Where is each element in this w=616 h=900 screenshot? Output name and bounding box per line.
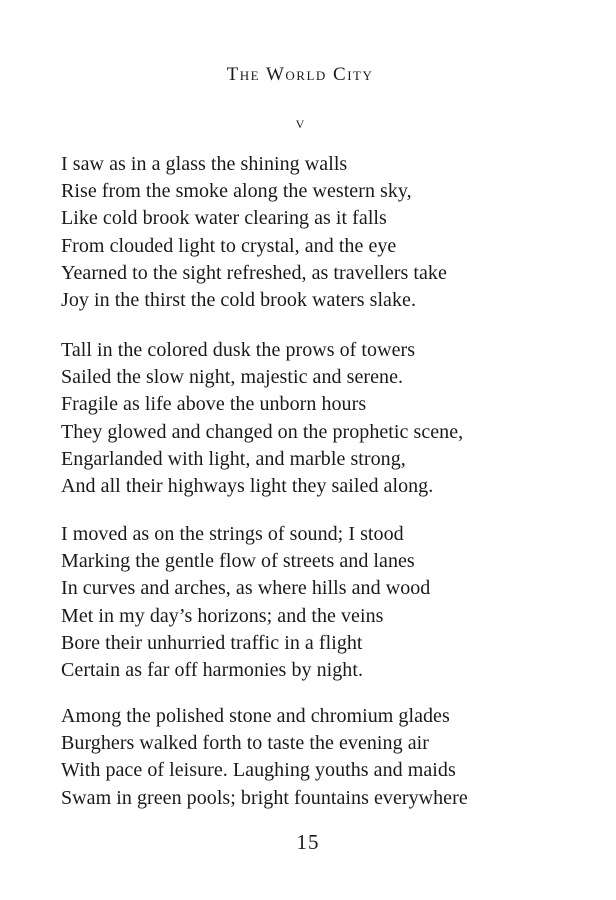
verse-line: Yearned to the sight refreshed, as travellers take	[61, 261, 447, 284]
verse-line: With pace of leisure. Laughing youths and maids	[61, 759, 456, 782]
verse-line: Certain as far off harmonies by night.	[61, 659, 364, 682]
poem-title: The World City	[226, 64, 374, 85]
verse-line: Fragile as life above the unborn hours	[61, 393, 367, 416]
verse-line: Tall in the colored dusk the prows of towers	[61, 339, 416, 361]
stanza-4	[61, 703, 468, 812]
verse-line: And all their highways light they sailed along.	[61, 475, 434, 498]
verse-line: Bore their unhurried traffic in a flight	[61, 631, 363, 654]
verse-line: Met in my day’s horizons; and the veins	[61, 604, 384, 627]
verse-line: Among the polished stone and chromium glades	[61, 705, 450, 727]
verse-line: Joy in the thirst the cold brook waters slake.	[61, 289, 417, 312]
verse-line: Swam in green pools; bright fountains everywhere	[61, 786, 468, 809]
verse-line: Like cold brook water clearing as it falls	[61, 207, 387, 230]
verse-line: Engarlanded with light, and marble strong,	[61, 447, 406, 470]
stanza-1	[61, 151, 447, 314]
stanza-3	[61, 521, 430, 684]
stanza-2	[61, 337, 463, 500]
verse-line: Marking the gentle flow of streets and lanes	[61, 550, 415, 573]
section-number: v	[295, 113, 305, 132]
verse-line: In curves and arches, as where hills and wood	[61, 577, 431, 600]
verse-line: They glowed and changed on the prophetic scene,	[61, 420, 464, 443]
page-number: 15	[296, 830, 320, 854]
verse-line: Sailed the slow night, majestic and serene.	[61, 366, 404, 389]
verse-line: I saw as in a glass the shining walls	[61, 153, 348, 175]
verse-line: Rise from the smoke along the western sky,	[61, 180, 412, 203]
verse-line: I moved as on the strings of sound; I stood	[61, 523, 404, 545]
verse-line: Burghers walked forth to taste the evening air	[61, 732, 429, 755]
verse-line: From clouded light to crystal, and the eye	[61, 234, 397, 257]
